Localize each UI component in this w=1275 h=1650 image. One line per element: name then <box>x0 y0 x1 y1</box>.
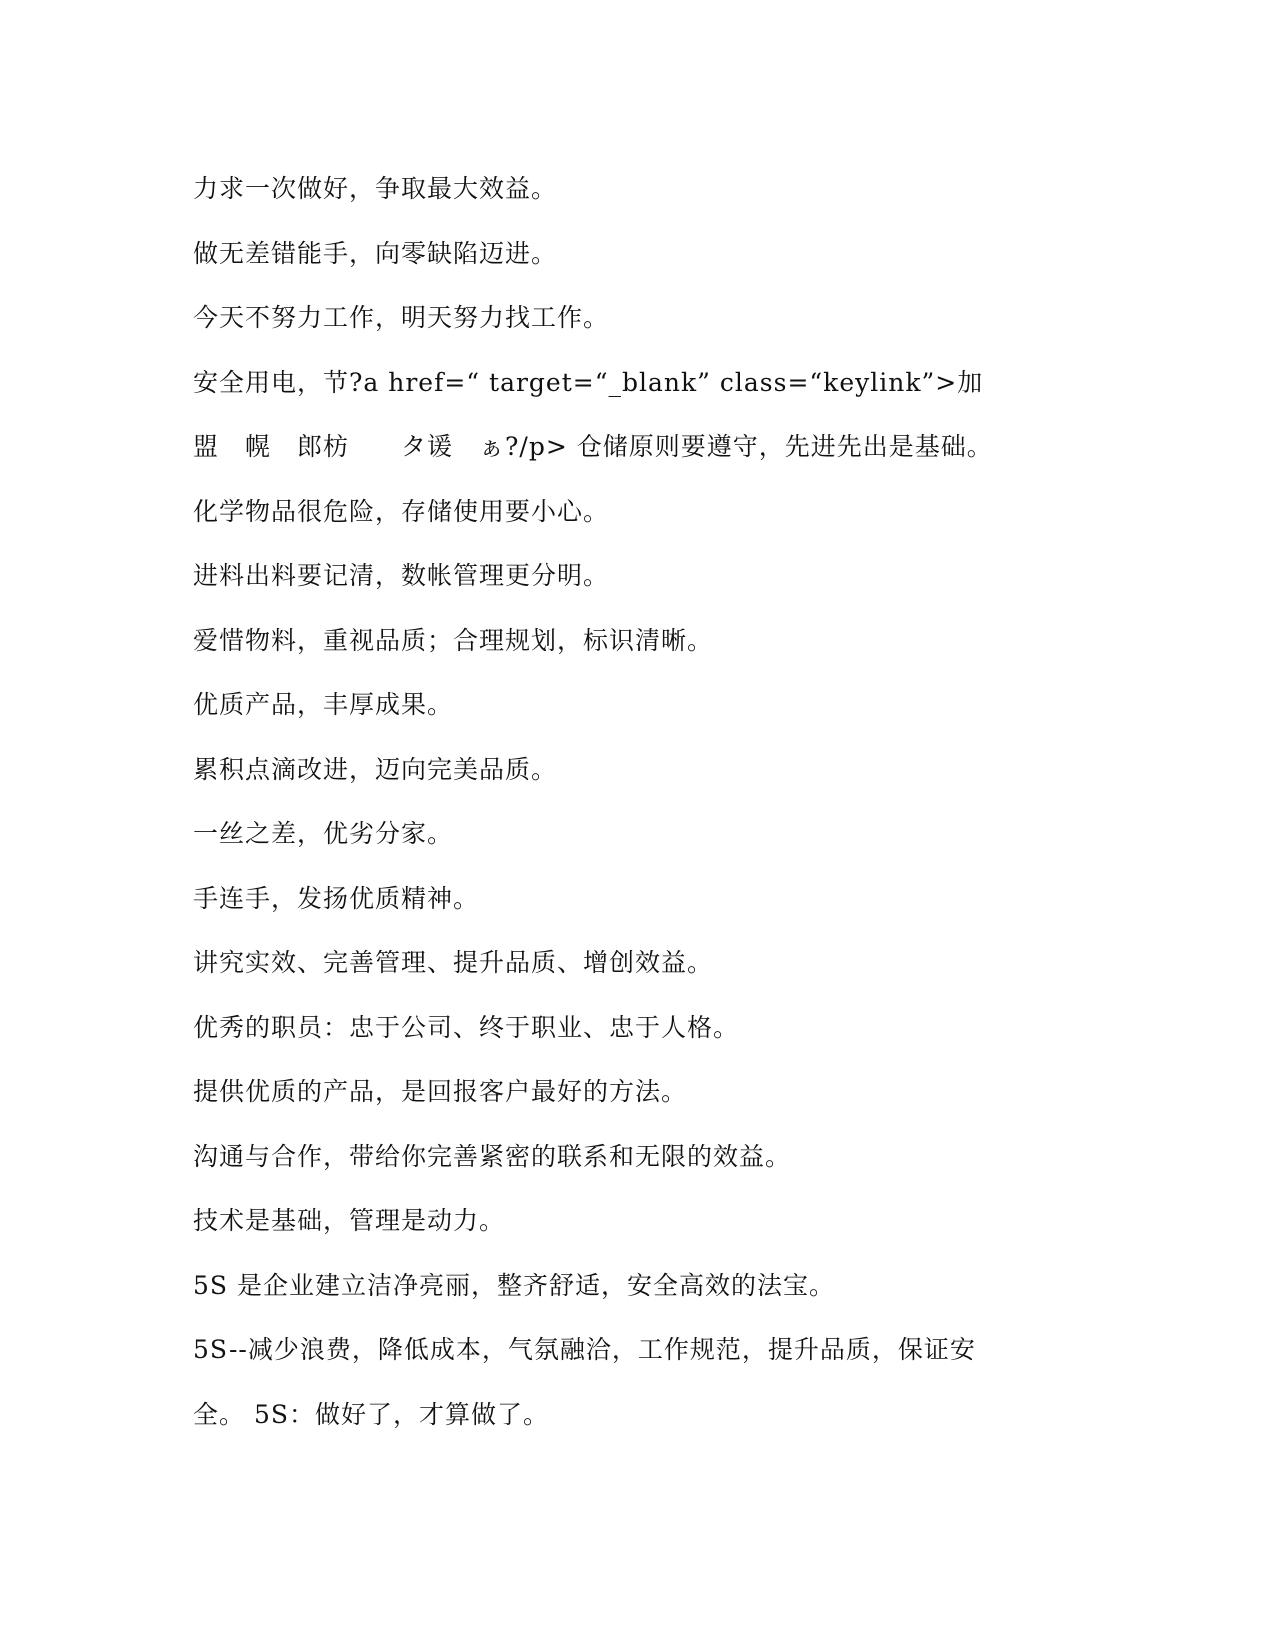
text-line: 今天不努力工作，明天努力找工作。 <box>193 303 610 332</box>
text-line: 提供优质的产品，是回报客户最好的方法。 <box>193 1077 688 1106</box>
text-line: 累积点滴改进，迈向完美品质。 <box>193 754 558 784</box>
text-line: 做无差错能手，向零缺陷迈进。 <box>193 238 558 268</box>
document-body <box>193 157 1093 1447</box>
text-line: 手连手，发扬优质精神。 <box>193 883 480 913</box>
text-line: 盟 幌 郎枋 タ谖 ぁ?/p> 仓储原则要遵守，先进先出是基础。 <box>193 432 993 461</box>
text-line: 力求一次做好，争取最大效益。 <box>193 174 558 203</box>
text-line: 5S--减少浪费，降低成本，气氛融洽，工作规范，提升品质，保证安 <box>193 1335 976 1364</box>
text-line: 5S 是企业建立洁净亮丽，整齐舒适，安全高效的法宝。 <box>193 1270 835 1300</box>
text-line: 安全用电，节?a href=“ target=“_blank” class=“keylink”>加 <box>193 367 984 397</box>
text-line: 全。 5S：做好了，才算做了。 <box>193 1399 549 1429</box>
text-line: 爱惜物料，重视品质；合理规划，标识清晰。 <box>193 625 714 655</box>
text-line: 化学物品很危险，存储使用要小心。 <box>193 496 610 526</box>
text-line: 优质产品，丰厚成果。 <box>193 690 454 719</box>
text-line: 一丝之差，优劣分家。 <box>193 819 454 848</box>
text-line: 技术是基础，管理是动力。 <box>193 1206 506 1235</box>
text-line: 优秀的职员：忠于公司、终于职业、忠于人格。 <box>193 1012 740 1042</box>
text-line: 讲究实效、完善管理、提升品质、增创效益。 <box>193 948 714 977</box>
text-line: 沟通与合作，带给你完善紧密的联系和无限的效益。 <box>193 1141 792 1171</box>
text-line: 进料出料要记清，数帐管理更分明。 <box>193 561 610 590</box>
